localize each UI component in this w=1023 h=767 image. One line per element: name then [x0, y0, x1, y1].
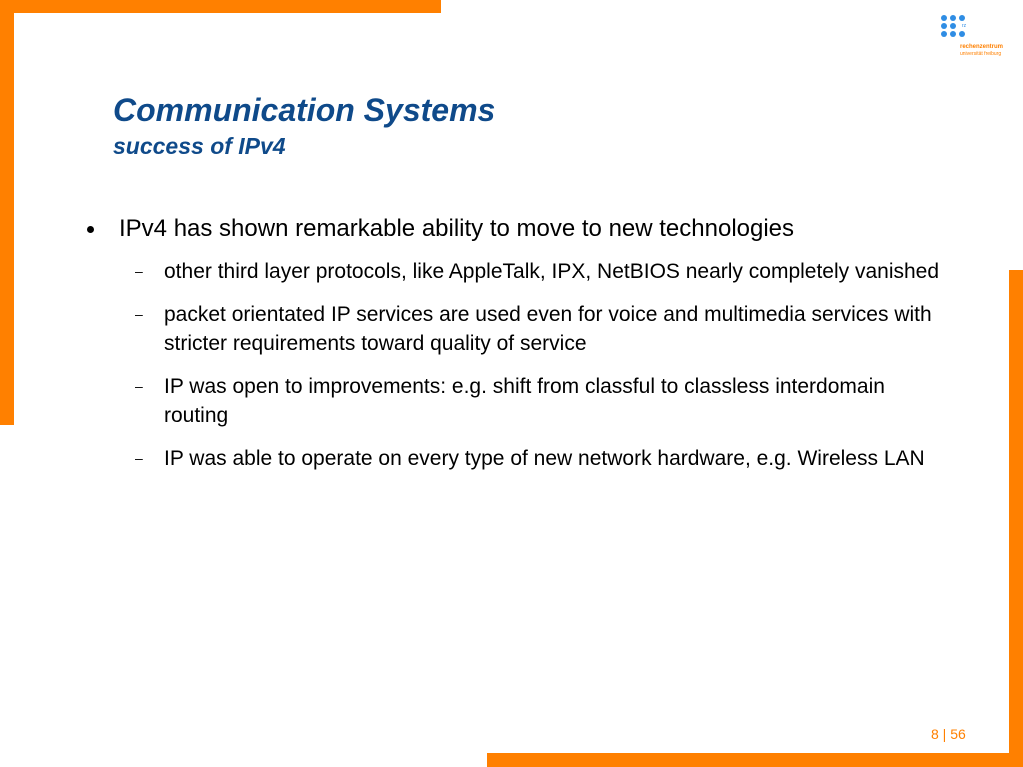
dash-bullet-icon: – — [135, 263, 143, 279]
main-bullet — [84, 213, 984, 245]
dash-bullet-icon: – — [135, 378, 143, 394]
orange-bar-top — [0, 0, 441, 13]
rechenzentrum-logo — [940, 14, 1010, 64]
orange-bar-bottom — [487, 753, 1023, 767]
sub-bullet-text: IP was able to operate on every type of new network hardware, e.g. Wireless LAN — [164, 447, 925, 470]
bullet-dot-icon — [87, 226, 94, 233]
dash-bullet-icon: – — [135, 306, 143, 322]
slide-content — [84, 213, 984, 487]
logo-name-line2: universität freiburg — [960, 51, 1002, 57]
sub-bullet-item — [84, 444, 944, 473]
orange-bar-left — [0, 0, 14, 425]
sub-bullet-item — [84, 372, 944, 430]
logo-dots-icon — [940, 14, 970, 44]
sub-bullet-item — [84, 257, 944, 286]
dash-bullet-icon: – — [135, 450, 143, 466]
sub-bullet-text: IP was open to improvements: e.g. shift from classful to classless interdomain routing — [164, 375, 885, 427]
slide-subtitle: success of IPv4 — [113, 133, 286, 159]
sub-bullet-item — [84, 300, 944, 358]
main-bullet-text: IPv4 has shown remarkable ability to move to new technologies — [119, 215, 795, 242]
sub-bullet-text: packet orientated IP services are used even for voice and multimedia services with stricter requirements toward quality of service — [164, 303, 932, 355]
orange-bar-right — [1009, 270, 1023, 767]
logo-name-line1: rechenzentrum — [960, 44, 1004, 50]
slide-title: Communication Systems — [113, 92, 496, 128]
logo-rz-text: rz — [962, 23, 967, 29]
sub-bullet-text: other third layer protocols, like AppleTalk, IPX, NetBIOS nearly completely vanished — [164, 260, 940, 283]
sub-bullet-list — [84, 257, 984, 473]
page-number: 8 | 56 — [931, 726, 966, 742]
